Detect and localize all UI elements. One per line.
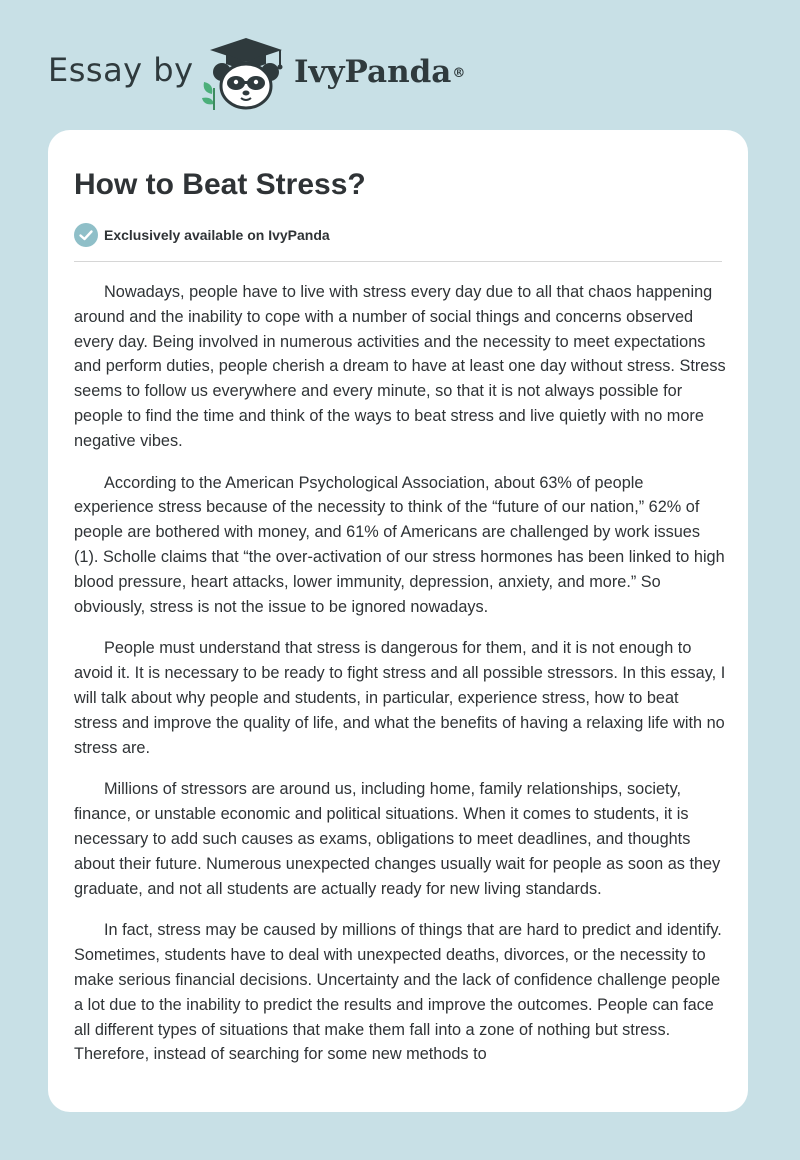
paragraph: In fact, stress may be caused by millions of things that are hard to predict and identify. Sometimes, students have to deal with unexpected deaths, divorces, or the necessity to make serious financial decisions. Uncertainty and the lack of confidence challenge people a lot due to the inability to predict the results and improve the outcomes. People can face all different types of situations that make them fall into a zone of nothing but stress. Therefore, instead of searching for some new methods to	[74, 921, 722, 1064]
essay-body	[74, 280, 726, 1084]
brand-name[interactable]	[294, 52, 465, 92]
paragraph: Millions of stressors are around us, including home, family relationships, society, finance, or unstable economic and political situations. When it comes to students, it is necessary to add such causes as exams, obligations to meet deadlines, and thoughts about their future. Numerous unexpected changes usually wait for people as soon as they graduate, and not all students are actually ready for new living standards.	[74, 780, 721, 898]
brand-text: IvyPanda	[294, 54, 452, 90]
exclusive-badge	[74, 222, 330, 248]
divider	[74, 261, 722, 262]
paragraph: Nowadays, people have to live with stress every day due to all that chaos happening around and the inability to cope with a number of social things and concerns observed every day. Being involved in numerous activities and the necessity to meet expectations and perform duties, people cherish a dream to have at least one day without stress. Stress seems to follow us everywhere and every minute, so that it is not always possible for people to find the time and think of the ways to beat stress and live quietly with no more negative vibes.	[74, 283, 726, 450]
badge-text: Exclusively available on IvyPanda	[104, 227, 330, 243]
check-circle-icon	[74, 223, 98, 247]
panda-graduate-icon[interactable]	[200, 36, 292, 112]
registered-mark: ®	[452, 66, 466, 81]
paragraph: According to the American Psychological Association, about 63% of people experience stress because of the necessity to think of the “future of our nation,” 62% of people are bothered with money, and 61% of Americans are challenged by work issues (1). Scholle claims that “the over-activation of our stress hormones has been linked to high blood pressure, heart attacks, lower immunity, depression, anxiety, and more.” So obviously, stress is not the issue to be ignored nowadays.	[74, 473, 725, 616]
site-header	[0, 0, 800, 120]
paragraph: People must understand that stress is dangerous for them, and it is not enough to avoid it. It is necessary to be ready to fight stress and all possible stressors. In this essay, I will talk about why people and students, in particular, experience stress, how to beat stress and improve the quality of life, and what the benefits of having a relaxing life with no stress are.	[74, 639, 726, 757]
page-title: How to Beat Stress?	[74, 168, 366, 201]
essay-by-label: Essay by	[48, 51, 194, 89]
essay-card	[48, 130, 748, 1112]
